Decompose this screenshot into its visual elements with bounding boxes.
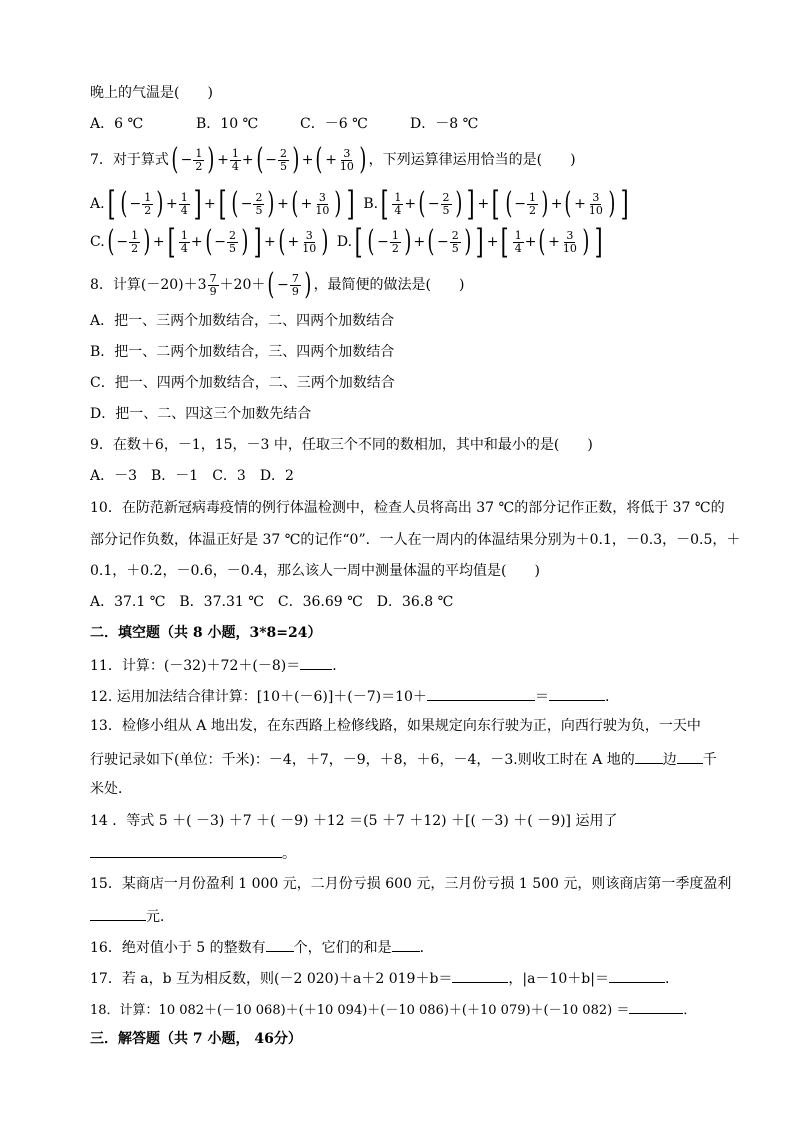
- q11: 11．计算：(－32)＋72＋(－8)＝ ．: [90, 655, 346, 675]
- q17-answer-blank-1[interactable]: [452, 968, 508, 983]
- q13-answer-blank-1[interactable]: [635, 749, 663, 764]
- q7-option-b: B. [ $\frac{1}{4}$ + ( − $\frac{2}{5}$ ) ] + [ ( − $\frac{1}{2}$ ) + ( + $\frac{3}{10}$ ) ]: [363, 184, 629, 224]
- q13-line3: 米处．: [90, 781, 132, 797]
- q17: 17．若 a，b 互为相反数，则(－2 020)＋a＋2 019＋b＝ ，|a－10＋b|＝ ．: [90, 968, 679, 988]
- q7-options-cd: [90, 224, 605, 260]
- q14-answer-blank[interactable]: [90, 843, 282, 858]
- q8-suffix: ，最简便的做法是( ): [313, 277, 465, 293]
- q14-line1: 14 ．等式 5 ＋( －3) ＋7 ＋( －9) ＋12 ＝(5 ＋7 ＋12) ＋[( －3) ＋( －9)] 运用了: [90, 813, 618, 829]
- q8-prefix: 8．计算(－20)＋3: [90, 277, 207, 293]
- q7-expression: ( − $\frac{1}{2}$ ) + $\frac{1}{4}$ + ( − $\frac{2}{5}$ ) + ( + $\frac{3}{10}$ ): [171, 142, 367, 177]
- q6-tail: 晚上的气温是( ): [90, 85, 213, 101]
- q8-option-a: A．把一、三两个加数结合，二、四两个加数结合: [90, 313, 395, 329]
- q17-answer-blank-2[interactable]: [609, 968, 665, 983]
- q8-option-b: B．把一、二两个加数结合，三、四两个加数结合: [90, 344, 395, 360]
- q16-answer-blank-1[interactable]: [266, 937, 294, 952]
- q14-line2: 。: [90, 843, 296, 863]
- q13-line2: 行驶记录如下(单位：千米)：－4，＋7，－9，＋8，＋6，－4，－3.则收工时在 A 地的 边 千: [90, 749, 717, 769]
- section-2-heading: 二．填空题（共 8 小题，3*8=24）: [90, 625, 322, 641]
- q12: 12. 运用加法结合律计算：[10＋(－6)]＋(－7)＝10＋ ＝ .: [90, 686, 609, 706]
- q8-mixed-fraction: $\frac{7}{9}$: [209, 271, 217, 298]
- q12-text: 12. 运用加法结合律计算：[10＋(－6)]＋(－7)＝10＋: [90, 689, 427, 705]
- q15-answer-blank[interactable]: [90, 906, 146, 921]
- q11-answer-blank[interactable]: [300, 655, 332, 670]
- q6-option-b: B．10 ℃: [196, 116, 259, 132]
- q8-stem: 8．计算(－20)＋3 $\frac{7}{9}$ ＋20＋ ( − $\frac{7}{9}$ ) ，最简便的做法是( ): [90, 267, 465, 302]
- q10-line1: 10．在防范新冠病毒疫情的例行体温检测中，检查人员将高出 37 ℃的部分记作正数，将低于 37 ℃的: [90, 500, 725, 516]
- q10-line2: 部分记作负数，体温正好是 37 ℃的记作“0”．一人在一周内的体温结果分别为＋0.1，－0.3，－0.5，＋: [90, 532, 741, 548]
- q13-line1: 13．检修小组从 A 地出发，在东西路上检修线路，如果规定向东行驶为正，向西行驶为负，一天中: [90, 718, 701, 734]
- q18-answer-blank[interactable]: [629, 999, 683, 1014]
- q12-answer-blank-2[interactable]: [549, 686, 605, 701]
- q10-line3: 0.1，＋0.2，－0.6，－0.4，那么该人一周中测量体温的平均值是( ): [90, 563, 540, 579]
- q11-text: 11．计算：(－32)＋72＋(－8)＝: [90, 658, 301, 674]
- q7-options-ab: [90, 186, 631, 222]
- q12-answer-blank-1[interactable]: [427, 686, 535, 701]
- q6-options: [90, 115, 478, 133]
- q6-option-a: A．6 ℃: [90, 116, 144, 132]
- q9-stem: 9．在数＋6，－1，15，－3 中，任取三个不同的数相加，其中和最小的是( ): [90, 437, 593, 453]
- q8-option-c: C．把一、四两个加数结合，二、三两个加数结合: [90, 375, 395, 391]
- q6-option-c: C．－6 ℃: [300, 116, 368, 132]
- q16-answer-blank-2[interactable]: [392, 937, 420, 952]
- q16: 16．绝对值小于 5 的整数有 个，它们的和是 ．: [90, 937, 434, 957]
- q7-prefix: 7．对于算式: [90, 152, 169, 168]
- q18: 18．计算：10 082＋(－10 068)＋(＋10 094)＋(－10 086)＋(＋10 079)＋(－10 082) ＝ ．: [90, 999, 696, 1020]
- q9-options: A．－3 B．－1 C．3 D．2: [90, 468, 294, 484]
- q6-option-d: D．－8 ℃: [410, 116, 479, 132]
- q8-mid: ＋20＋: [219, 277, 266, 293]
- q8-option-d: D．把一、二、四这三个加数先结合: [90, 406, 312, 422]
- q7-option-a: A. [ ( − $\frac{1}{2}$ ) + $\frac{1}{4}$ ] + [ ( − $\frac{2}{5}$ ) + ( + $\frac{3}{10}$ ) ]: [90, 184, 355, 224]
- q7-suffix: ，下列运算律运用恰当的是( ): [368, 152, 576, 168]
- q7-option-c: C. ( − $\frac{1}{2}$ ) + [ $\frac{1}{4}$ + ( − $\frac{2}{5}$ ) ] + ( + $\frac{3}{10}$ ): [90, 222, 329, 262]
- q15-line2: 元．: [90, 906, 174, 926]
- q15-line1: 15．某商店一月份盈利 1 000 元，二月份亏损 600 元，三月份亏损 1 500 元，则该商店第一季度盈利: [90, 876, 732, 892]
- q7-option-d: D. [ ( − $\frac{1}{2}$ ) + ( − $\frac{2}{5}$ ) ] + [ $\frac{1}{4}$ + ( + $\frac{3}{10}$ ) ]: [336, 222, 603, 262]
- q13-answer-blank-2[interactable]: [677, 749, 703, 764]
- section-3-heading: 三．解答题（共 7 小题， 46分）: [90, 1031, 302, 1047]
- q7-stem: [90, 143, 576, 177]
- q10-options: A．37.1 ℃ B．37.31 ℃ C．36.69 ℃ D．36.8 ℃: [90, 594, 454, 610]
